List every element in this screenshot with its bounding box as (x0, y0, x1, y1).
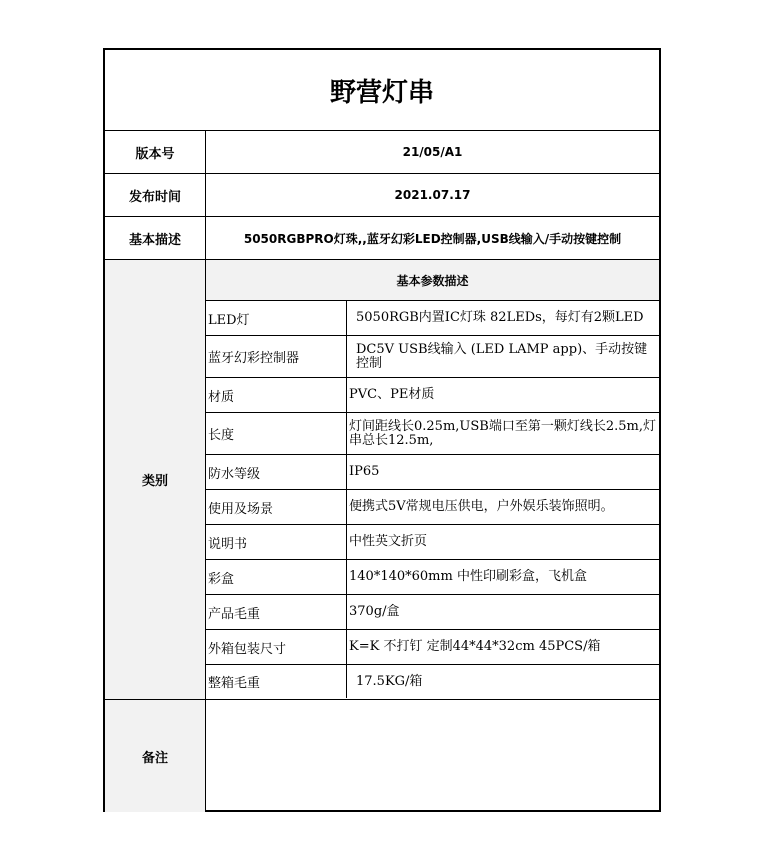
param-key: 使用及场景 (206, 490, 347, 524)
category-label: 类别 (105, 260, 206, 699)
param-key: 说明书 (206, 525, 347, 559)
param-key: 材质 (206, 378, 347, 412)
version-label: 版本号 (105, 131, 206, 173)
description-value: 5050RGBPRO灯珠,,蓝牙幻彩LED控制器,USB线输入/手动按键控制 (243, 231, 622, 246)
release-date-row (105, 174, 659, 217)
notes-section (105, 700, 659, 812)
release-date-value: 2021.07.17 (394, 188, 471, 202)
param-key: 产品毛重 (206, 595, 347, 629)
param-row (206, 525, 659, 560)
param-value: 便携式5V常规电压供电，户外娱乐装饰照明。 (349, 499, 614, 514)
param-value: 17.5KG/箱 (356, 673, 423, 689)
param-row (206, 560, 659, 595)
param-value: 140*140*60mm 中性印刷彩盒，飞机盒 (349, 569, 587, 584)
spec-sheet (103, 48, 661, 812)
param-value: PVC、PE材质 (349, 387, 435, 402)
param-row (206, 378, 659, 413)
param-value: 中性英文折页 (349, 534, 428, 549)
version-value: 21/05/A1 (402, 145, 463, 159)
param-row (206, 413, 659, 455)
param-value: DC5V USB线输入 (LED LAMP app)、手动按键控制 (356, 341, 648, 371)
param-key: 整箱毛重 (206, 665, 347, 698)
param-value: 370g/盒 (349, 604, 400, 619)
param-row (206, 665, 659, 698)
param-row (206, 336, 659, 378)
param-row (206, 455, 659, 490)
param-key: 彩盒 (206, 560, 347, 594)
page-title: 野营灯串 (105, 50, 659, 131)
param-key: 防水等级 (206, 455, 347, 489)
param-row (206, 301, 659, 336)
param-key: LED灯 (206, 301, 347, 335)
description-row (105, 217, 659, 260)
param-row (206, 490, 659, 525)
notes-label: 备注 (105, 700, 206, 812)
param-value: IP65 (349, 464, 380, 479)
param-row (206, 630, 659, 665)
release-date-label: 发布时间 (105, 174, 206, 216)
param-key: 长度 (206, 413, 347, 454)
param-key: 蓝牙幻彩控制器 (206, 336, 347, 377)
params-header: 基本参数描述 (206, 260, 659, 301)
category-section (105, 260, 659, 700)
param-value: K=K 不打钉 定制44*44*32cm 45PCS/箱 (349, 639, 601, 654)
description-label: 基本描述 (105, 217, 206, 259)
param-value: 灯间距线长0.25m,USB端口至第一颗灯线长2.5m,灯串总长12.5m, (349, 418, 656, 448)
notes-value (206, 700, 659, 812)
version-row (105, 131, 659, 174)
param-row (206, 595, 659, 630)
param-value: 5050RGB内置IC灯珠 82LEDs，每灯有2颗LED (356, 310, 644, 325)
param-key: 外箱包装尺寸 (206, 630, 347, 664)
